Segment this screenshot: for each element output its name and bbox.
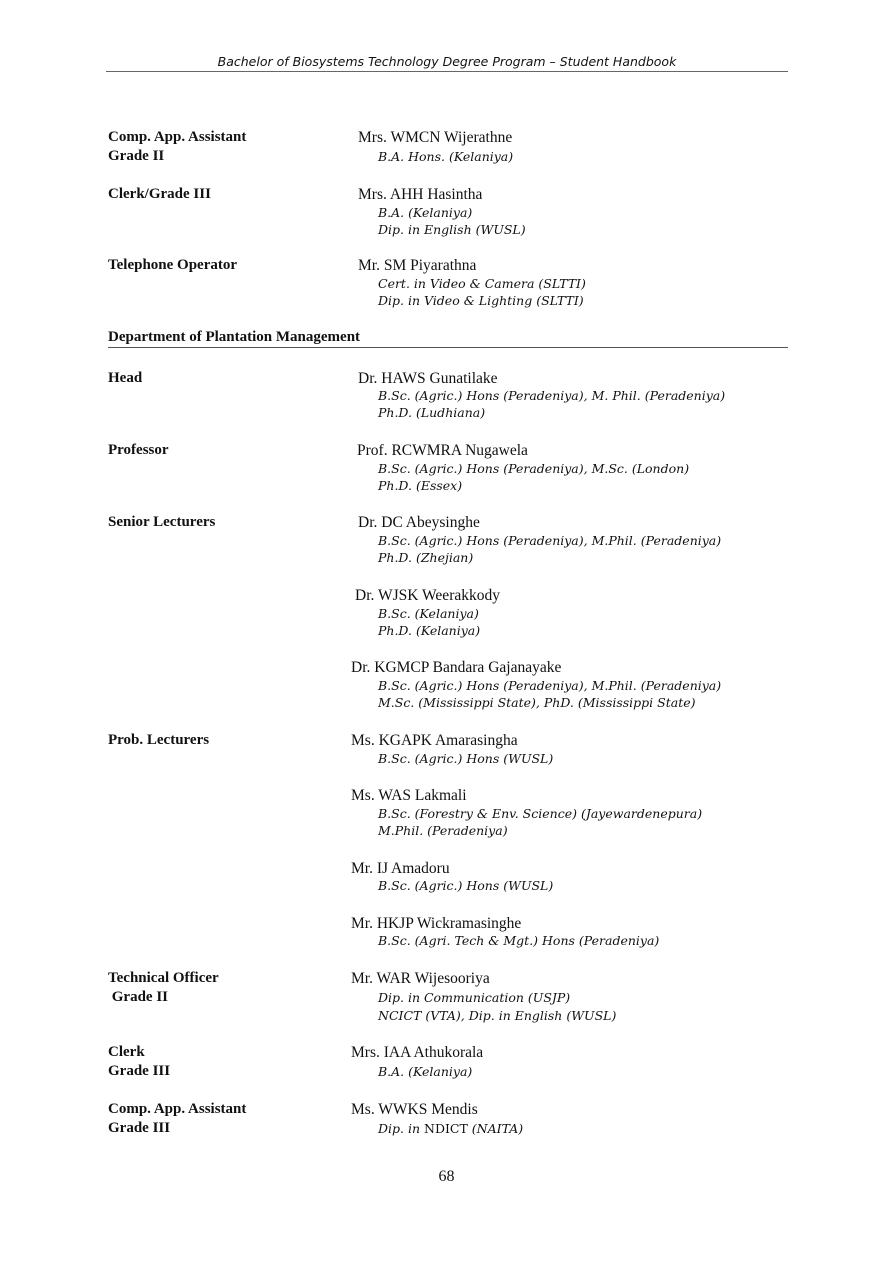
staff-name: Mr. IJ Amadoru: [351, 860, 450, 877]
section-heading: Department of Plantation Management: [108, 328, 788, 348]
staff-name: Prof. RCWMRA Nugawela: [357, 442, 528, 459]
staff-name: Ms. WWKS Mendis: [351, 1101, 478, 1118]
qualification: Dip. in Video & Lighting (SLTTI): [378, 293, 584, 308]
qualification: B.A. Hons. (Kelaniya): [378, 149, 514, 164]
qualification: Dip. in English (WUSL): [378, 222, 526, 237]
job-title: Prob. Lecturers: [108, 732, 210, 748]
job-title: Professor: [108, 442, 169, 458]
job-title: Comp. App. Assistant: [108, 1101, 247, 1117]
staff-name: Mrs. IAA Athukorala: [351, 1044, 484, 1061]
staff-name: Ms. WAS Lakmali: [351, 787, 467, 804]
job-title: Head: [108, 370, 143, 386]
staff-name: Mrs. AHH Hasintha: [358, 186, 483, 203]
qualification: B.Sc. (Agric.) Hons (Peradeniya), M.Sc. (London): [378, 461, 690, 476]
staff-name: Mr. WAR Wijesooriya: [351, 970, 490, 987]
qualification: M.Phil. (Peradeniya): [378, 823, 508, 838]
qualification: B.Sc. (Agri. Tech & Mgt.) Hons (Peradeniya): [378, 933, 660, 948]
qualification: Cert. in Video & Camera (SLTTI): [378, 276, 586, 291]
qualification: B.Sc. (Agric.) Hons (WUSL): [378, 878, 554, 893]
qualification: Ph.D. (Zhejian): [378, 550, 474, 565]
qualification: [378, 1120, 523, 1137]
job-title-line2: Grade III: [108, 1120, 171, 1136]
staff-name: Dr. HAWS Gunatilake: [358, 370, 498, 387]
job-title: Comp. App. Assistant: [108, 129, 247, 145]
job-title: Technical Officer: [108, 970, 219, 986]
job-title: Clerk/Grade III: [108, 186, 211, 202]
qualification-part: (NAITA): [467, 1121, 524, 1136]
qualification: B.A. (Kelaniya): [378, 205, 473, 220]
job-title-line2: Grade III: [108, 1063, 171, 1079]
qualification: Ph.D. (Kelaniya): [378, 623, 481, 638]
staff-name: Mr. SM Piyarathna: [358, 257, 477, 274]
qualification: Ph.D. (Essex): [378, 478, 463, 493]
staff-name: Ms. KGAPK Amarasingha: [351, 732, 518, 749]
qualification: B.Sc. (Kelaniya): [378, 606, 479, 621]
job-title-line2: Grade II: [108, 148, 165, 164]
qualification: B.Sc. (Agric.) Hons (WUSL): [378, 751, 554, 766]
job-title: Telephone Operator: [108, 257, 238, 273]
page-number: 68: [438, 1168, 455, 1185]
qualification: M.Sc. (Mississippi State), PhD. (Mississippi State): [378, 695, 696, 710]
qualification-part: Dip. in: [378, 1121, 424, 1136]
qualification-part: NDICT: [424, 1121, 468, 1136]
staff-name: Dr. DC Abeysinghe: [358, 514, 480, 531]
qualification: Dip. in Communication (USJP): [378, 990, 571, 1005]
qualification: Ph.D. (Ludhiana): [378, 405, 486, 420]
staff-name: Dr. WJSK Weerakkody: [355, 587, 500, 604]
staff-name: Dr. KGMCP Bandara Gajanayake: [351, 659, 562, 676]
staff-name: Mrs. WMCN Wijerathne: [358, 129, 513, 146]
qualification: B.Sc. (Agric.) Hons (Peradeniya), M.Phil. (Peradeniya): [378, 533, 722, 548]
qualification: B.Sc. (Forestry & Env. Science) (Jayewardenepura): [378, 806, 703, 821]
qualification: B.Sc. (Agric.) Hons (Peradeniya), M.Phil. (Peradeniya): [378, 678, 722, 693]
job-title-line2: Grade II: [108, 989, 168, 1005]
qualification: B.A. (Kelaniya): [378, 1064, 473, 1079]
staff-name: Mr. HKJP Wickramasinghe: [351, 915, 522, 932]
running-header: Bachelor of Biosystems Technology Degree Program – Student Handbook: [106, 53, 788, 72]
job-title: Clerk: [108, 1044, 145, 1060]
qualification: B.Sc. (Agric.) Hons (Peradeniya), M. Phil. (Peradeniya): [378, 388, 726, 403]
job-title: Senior Lecturers: [108, 514, 216, 530]
qualification: NCICT (VTA), Dip. in English (WUSL): [378, 1008, 617, 1023]
